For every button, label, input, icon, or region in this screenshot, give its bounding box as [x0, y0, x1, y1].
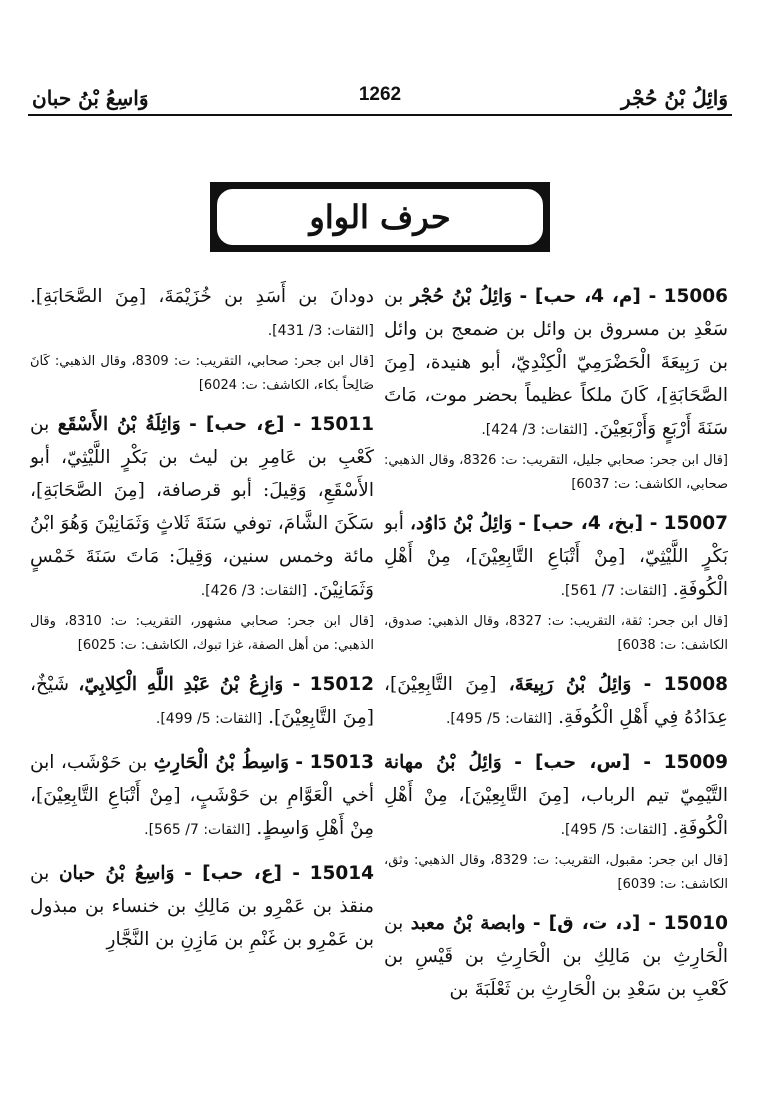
entry-tag: - — [295, 752, 304, 773]
entry-note: [قال ابن جحر: مقبول، التقريب: ت: 8329، وقال الذهبي: وثق، الكاشف: ت: 6039] — [384, 853, 728, 892]
entry-text: التَّيْمِيّ تيم الرباب، [مِنَ التَّابِعِيْنَ]، مِنْ أَهْلِ الْكُوفَةِ. — [384, 785, 728, 839]
running-head-right: وَائِلُ بْنُ حُجْر — [621, 86, 728, 110]
entry-number: 15006 — [663, 286, 728, 307]
entry — [384, 280, 728, 497]
entry-text: بن سَعْدِ بن مسروق بن وائل بن ضمعج بن وائل بن رَبِيعَةَ الْحَضْرَمِيّ الْكِنْدِيّ، أبو هنيدة، [مِنَ الصَّحَابَةِ]، كَانَ ملكاً عظيماً بحضر موت، مَاتَ سَنَةَ أَرْبَعٍ وَأَرْبَعِيْنَ. — [384, 286, 728, 439]
entry-tag: - [س، حب] - — [514, 752, 652, 773]
entry-number: 15010 — [663, 913, 728, 934]
entry-body — [30, 668, 374, 736]
entry-body — [30, 857, 374, 956]
entry-name: وَاثِلَةُ بْنُ الأَسْقَع — [57, 414, 181, 435]
entry-name: وَائِلُ بْنُ مهانة — [384, 752, 502, 773]
entry-text: بن كَعْبِ بن عَامِرِ بن ليث بن بَكْرٍ اللَّيْثِيّ، أبو الأَسْقَعِ، وَقِيلَ: أبو قرصافة، [مِنَ الصَّحَابَةِ]، سَكَنَ الشَّامَ، توفي سَنَةَ ثَلاثٍ وَثَمَانِيْنَ وَهُوَ ابْنُ مائة وخمس سنين، وَقِيلَ: مَاتَ سَنَةَ خَمْسٍ وَثَمَانِيْنَ. — [30, 414, 374, 600]
continuation-ref: [الثقات: 3/ 431]. — [267, 323, 374, 339]
entry-note: [قال ابن جحر: صحابي مشهور، التقريب: ت: 8310، وقال الذهبي: من أهل الصفة، غزا تبوك، الكاشف: ت: 6025] — [30, 614, 374, 653]
left-column — [30, 280, 374, 1080]
entry-ref: [الثقات: 3/ 426]. — [200, 583, 307, 599]
continuation-body — [30, 280, 374, 348]
entry-number: 15008 — [663, 674, 728, 695]
entry-tag: - — [643, 674, 652, 695]
entry-text: بن الْحَارِثِ بن مَالِكِ بن الْحَارِثِ بن قَيْسِ بن كَعْبِ بن سَعْدِ بن الْحَارِثِ بن ثَعْلَبَةَ بن — [384, 913, 728, 1000]
entry-text: شَيْخٌ، [مِنَ التَّابِعِيْنَ]. — [30, 674, 374, 728]
entry-number: 15007 — [663, 513, 728, 534]
entry-text: [مِنَ التَّابِعِيْنَ]، عِدَادُهُ فِي أَهْلِ الْكُوفَةِ. — [384, 674, 728, 728]
entry-tag: - — [292, 674, 301, 695]
entry-continuation — [30, 280, 374, 398]
entry-tag: - [م، 4، حب] - — [519, 286, 657, 307]
header-rule — [28, 114, 732, 116]
entry-body — [30, 746, 374, 847]
page-number: 1262 — [358, 84, 402, 105]
entry-ref: [الثقات: 7/ 561]. — [560, 583, 667, 599]
entry-tag: - [ع، حب] - — [189, 414, 302, 435]
section-title-frame — [210, 182, 550, 252]
entry-name: وَازِعُ بْنُ عَبْدِ اللَّهِ الْكِلابِيّ، — [78, 674, 284, 695]
entry-note: [قال ابن جحر: صحابي جليل، التقريب: ت: 8326، وقال الذهبي: صحابي، الكاشف: ت: 6037] — [384, 453, 728, 492]
entry-text: بن منقذ بن عَمْرِو بن مَالِكِ بن خنساء بن مبذول بن عَمْرِو بن غَنْمِ بن مَازِنِ بن النَّجَّارِ — [30, 863, 374, 950]
entry — [384, 668, 728, 736]
entry-number: 15009 — [663, 752, 728, 773]
entry — [30, 857, 374, 956]
entry-name: وَاسِطُ بْنُ الْحَارِثِ — [153, 752, 289, 773]
entry — [384, 507, 728, 658]
entry-ref: [الثقات: 3/ 424]. — [481, 422, 588, 438]
entry — [384, 746, 728, 897]
continuation-note: [قال ابن جحر: صحابي، التقريب: ت: 8309، وقال الذهبي: كَانَ صَالِحاً بكاء، الكاشف: ت: 6024] — [30, 354, 374, 393]
right-column — [384, 280, 728, 1080]
entry-name: وَائِلُ بْنُ دَاوُد، — [409, 513, 513, 534]
entry — [30, 746, 374, 847]
entry-ref: [الثقات: 5/ 495]. — [445, 711, 553, 727]
entry-number: 15014 — [309, 863, 374, 884]
entry-name: وَاسِعُ بْنُ حبان — [58, 863, 175, 884]
entry-number: 15013 — [309, 752, 374, 773]
section-title-inner — [215, 187, 545, 247]
entry — [384, 907, 728, 1006]
entry-name: وَائِلُ بْنُ حُجْر — [410, 286, 513, 307]
entry-name: وَائِلُ بْنُ رَبِيعَةَ، — [508, 674, 632, 695]
entry-body — [384, 746, 728, 847]
running-head-left: وَاسِعُ بْنُ حبان — [32, 86, 149, 110]
entry-body — [30, 408, 374, 608]
entry-number: 15012 — [309, 674, 374, 695]
entry-tag: - [د، ت، ق] - — [532, 913, 657, 934]
entry-ref: [الثقات: 7/ 565]. — [144, 822, 251, 838]
entry-text: بن حَوْشَب، ابن أخي الْعَوَّامِ بن حَوْشَبٍ، [مِنْ أَتْبَاعِ التَّابِعِيْنَ]، مِنْ أَهْلِ وَاسِطٍ. — [30, 752, 374, 839]
entry-body — [384, 280, 728, 447]
entry-ref: [الثقات: 5/ 499]. — [155, 711, 263, 727]
entry-body — [384, 507, 728, 608]
entry-note: [قال ابن جحر: ثقة، التقريب: ت: 8327، وقال الذهبي: صدوق، الكاشف: ت: 6038] — [384, 614, 728, 653]
entry — [30, 408, 374, 658]
section-title: حرف الواو — [309, 198, 451, 236]
entry-body — [384, 907, 728, 1006]
entry-body — [384, 668, 728, 736]
continuation-text: دودانَ بن أَسَدِ بن خُزَيْمَةَ، [مِنَ الصَّحَابَةِ]. — [30, 286, 374, 307]
entry-number: 15011 — [309, 414, 374, 435]
entry-name: وابصة بْنُ معبد — [410, 913, 526, 934]
entry-tag: - [ع، حب] - — [184, 863, 300, 884]
entry-ref: [الثقات: 5/ 495]. — [560, 822, 667, 838]
entry-text: أبو بَكْرٍ اللَّيْثِيّ، [مِنْ أَتْبَاعِ التَّابِعِيْنَ]، مِنْ أَهْلِ الْكُوفَةِ. — [384, 513, 728, 600]
entry-tag: - [بخ، 4، حب] - — [518, 513, 658, 534]
entry — [30, 668, 374, 736]
